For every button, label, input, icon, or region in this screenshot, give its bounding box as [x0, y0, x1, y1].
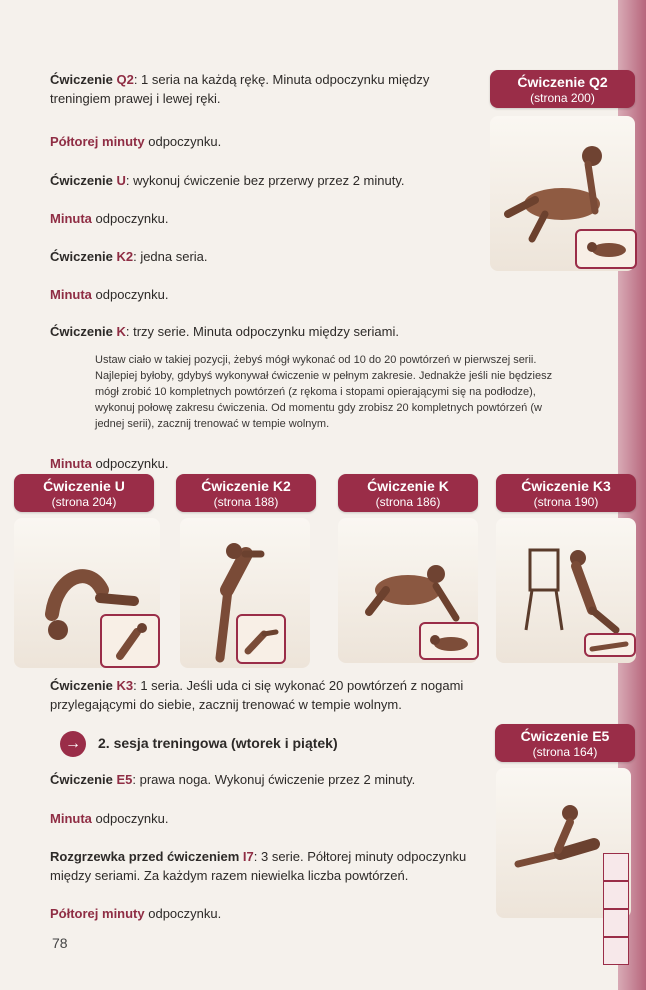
exercise-label-page: (strona 164) — [532, 745, 598, 759]
exercise-code: K — [116, 324, 126, 339]
section-title: 2. sesja treningowa (wtorek i piątek) — [98, 735, 338, 751]
paragraph-u — [50, 171, 480, 190]
paragraph-text: odpoczynku. — [91, 811, 169, 826]
paragraph-k2 — [50, 247, 480, 266]
paragraph-lead: Półtorej minuty — [50, 134, 145, 149]
exercise-code: K2 — [116, 249, 134, 264]
exercise-label-title: Ćwiczenie Q2 — [517, 74, 608, 90]
exercise-inset-k3 — [584, 633, 636, 657]
exercise-label-k2 — [176, 474, 316, 512]
paragraph-rest-1 — [50, 132, 480, 151]
paragraph-e5 — [50, 770, 480, 789]
exercise-code: K3 — [116, 678, 134, 693]
exercise-label-title: Ćwiczenie K3 — [521, 478, 611, 494]
paragraph-lead: Ćwiczenie — [50, 72, 117, 87]
paragraph-lead: Ćwiczenie — [50, 678, 117, 693]
instruction-note: Ustaw ciało w takiej pozycji, żebyś mógł wykonać od 10 do 20 powtórzeń w pierwszej serii. Najlepiej byłoby, gdybyś wykonywał ćwiczenie w pełnym zakresie. Jednakże jeśli nie będziesz mógł zrobić 10 kompletnych powtórzeń (z rękoma i stopami opierającymi się na podłodze), wykonuj połowę zakresu ćwiczenia. Od momentu gdy zrobisz 20 kompletnych powtórzeń (w jednej serii), zacznij trenować w tempie wolnym. — [95, 354, 553, 430]
page-number: 78 — [52, 935, 68, 951]
paragraph-text: odpoczynku. — [91, 211, 169, 226]
exercise-label-q2 — [490, 70, 635, 108]
paragraph-text: odpoczynku. — [91, 456, 169, 471]
paragraph-lead: Półtorej minuty — [50, 906, 145, 921]
exercise-label-u — [14, 474, 154, 512]
exercise-inset-k2 — [236, 614, 286, 664]
exercise-label-e5 — [495, 724, 635, 762]
paragraph-k — [50, 322, 480, 341]
exercise-label-title: Ćwiczenie K2 — [201, 478, 291, 494]
exercise-label-page: (strona 188) — [213, 495, 279, 509]
paragraph-lead: Minuta — [50, 456, 92, 471]
exercise-label-title: Ćwiczenie E5 — [520, 728, 610, 744]
exercise-thumbnail — [603, 909, 629, 937]
paragraph-k3 — [50, 676, 480, 714]
exercise-thumbnail — [603, 853, 629, 881]
paragraph-lead: Ćwiczenie — [50, 324, 117, 339]
exercise-label-title: Ćwiczenie K — [367, 478, 449, 494]
exercise-code: Q2 — [116, 72, 134, 87]
training-session-header — [60, 729, 480, 759]
paragraph-lead: Minuta — [50, 811, 92, 826]
paragraph-text: : 1 seria na każdą rękę. Minuta odpoczynku między treningiem prawej i lewej ręki. — [50, 72, 430, 106]
paragraph-lead: Rozgrzewka przed ćwiczeniem — [50, 849, 243, 864]
exercise-code: I7 — [242, 849, 254, 864]
paragraph-rest-3 — [50, 285, 480, 304]
exercise-label-title: Ćwiczenie U — [43, 478, 125, 494]
exercise-label-k3 — [496, 474, 636, 512]
paragraph-rest-2 — [50, 209, 480, 228]
exercise-code: E5 — [116, 772, 133, 787]
exercise-label-k — [338, 474, 478, 512]
paragraph-text: : prawa noga. Wykonuj ćwiczenie przez 2 minuty. — [132, 772, 416, 787]
paragraph-q2 — [50, 70, 480, 108]
exercise-inset-k — [419, 622, 479, 660]
paragraph-text: odpoczynku. — [91, 287, 169, 302]
paragraph-lead: Ćwiczenie — [50, 249, 117, 264]
paragraph-lead: Minuta — [50, 287, 92, 302]
paragraph-rest-4 — [50, 454, 480, 473]
exercise-thumbnail — [603, 937, 629, 965]
paragraph-lead: Ćwiczenie — [50, 173, 117, 188]
paragraph-i7 — [50, 847, 480, 885]
exercise-label-page: (strona 204) — [51, 495, 117, 509]
exercise-label-page: (strona 200) — [530, 91, 595, 105]
paragraph-rest-6 — [50, 904, 480, 923]
paragraph-lead: Minuta — [50, 211, 92, 226]
paragraph-text: : 1 seria. Jeśli uda ci się wykonać 20 powtórzeń z nogami przylegającymi do siebie, zacznij trenować w tempie wolnym. — [50, 678, 464, 712]
paragraph-rest-5 — [50, 809, 480, 828]
paragraph-text: odpoczynku. — [144, 134, 222, 149]
arrow-right-icon: → — [60, 731, 86, 757]
exercise-label-page: (strona 186) — [375, 495, 441, 509]
paragraph-text: : wykonuj ćwiczenie bez przerwy przez 2 minuty. — [125, 173, 405, 188]
paragraph-text: : 3 serie. Półtorej minuty odpoczynku między seriami. Za każdym razem niewielka liczba powtórzeń. — [50, 849, 467, 883]
paragraph-text: : trzy serie. Minuta odpoczynku między seriami. — [125, 324, 399, 339]
exercise-label-page: (strona 190) — [533, 495, 599, 509]
exercise-thumbnail — [603, 881, 629, 909]
exercise-inset-q2 — [575, 229, 637, 269]
paragraph-text: : jedna seria. — [133, 249, 208, 264]
paragraph-text: odpoczynku. — [144, 906, 222, 921]
exercise-inset-u — [100, 614, 160, 668]
exercise-code: U — [116, 173, 126, 188]
paragraph-lead: Ćwiczenie — [50, 772, 117, 787]
